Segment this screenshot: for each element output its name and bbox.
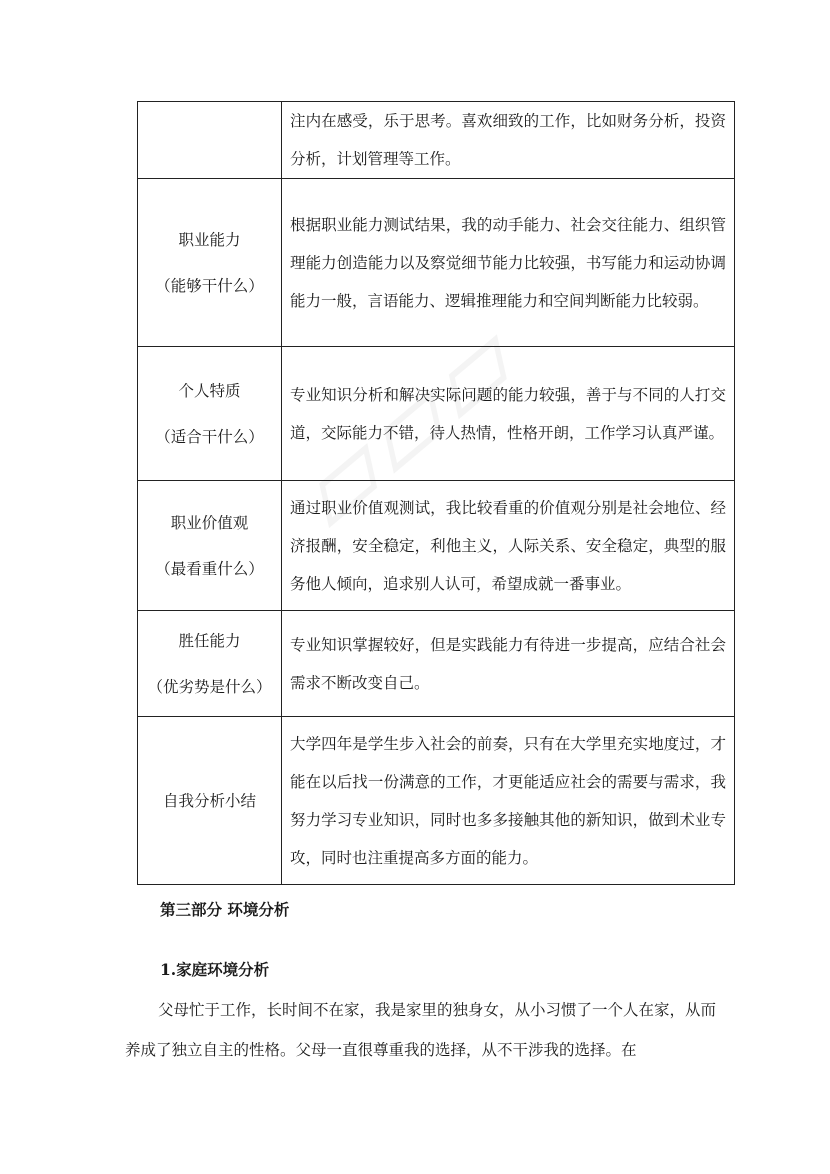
row-label: 胜任能力	[178, 631, 241, 650]
table-label-cell	[138, 717, 282, 885]
row-label: 个人特质	[178, 381, 241, 400]
table-row	[138, 717, 735, 885]
row-label: 职业价值观	[170, 513, 249, 532]
row-label: 自我分析小结	[162, 791, 256, 810]
subsection-title: 1.家庭环境分析	[160, 960, 270, 979]
self-analysis-table	[137, 101, 735, 885]
row-label: 职业能力	[178, 230, 241, 249]
table-label-cell	[138, 347, 282, 481]
table-label-cell	[138, 179, 282, 347]
table-description-cell: 专业知识分析和解决实际问题的能力较强，善于与不同的人打交道，交际能力不错，待人热情，性格开朗，工作学习认真严谨。	[282, 347, 735, 481]
table-row	[138, 611, 735, 717]
table-description-cell: 根据职业能力测试结果，我的动手能力、社会交往能力、组织管理能力创造能力以及察觉细节能力比较强，书写能力和运动协调能力一般，言语能力、逻辑推理能力和空间判断能力比较弱。	[282, 179, 735, 347]
row-sublabel: （能够干什么）	[155, 276, 264, 295]
table-row	[138, 347, 735, 481]
table-description-cell: 注内在感受，乐于思考。喜欢细致的工作，比如财务分析，投资分析，计划管理等工作。	[282, 102, 735, 179]
row-sublabel: （最看重什么）	[155, 559, 264, 578]
row-sublabel: （优劣势是什么）	[147, 677, 272, 696]
table-label-cell	[138, 481, 282, 611]
table-description-cell: 通过职业价值观测试，我比较看重的价值观分别是社会地位、经济报酬，安全稳定，利他主义，人际关系、安全稳定，典型的服务他人倾向，追求别人认可，希望成就一番事业。	[282, 481, 735, 611]
section-title: 第三部分 环境分析	[160, 900, 290, 919]
table-label-cell	[138, 102, 282, 179]
table-description-cell: 大学四年是学生步入社会的前奏，只有在大学里充实地度过，才能在以后找一份满意的工作，才更能适应社会的需要与需求，我努力学习专业知识，同时也多多接触其他的新知识，做到术业专攻，同时也注重提高多方面的能力。	[282, 717, 735, 885]
table-row	[138, 179, 735, 347]
table-description-cell: 专业知识掌握较好，但是实践能力有待进一步提高，应结合社会需求不断改变自己。	[282, 611, 735, 717]
table-label-cell	[138, 611, 282, 717]
body-paragraph: 父母忙于工作，长时间不在家，我是家里的独身女，从小习惯了一个人在家，从而养成了独立自主的性格。父母一直很尊重我的选择，从不干涉我的选择。在	[125, 1001, 717, 1059]
row-sublabel: （适合干什么）	[155, 427, 264, 446]
table-row	[138, 481, 735, 611]
table-row	[138, 102, 735, 179]
